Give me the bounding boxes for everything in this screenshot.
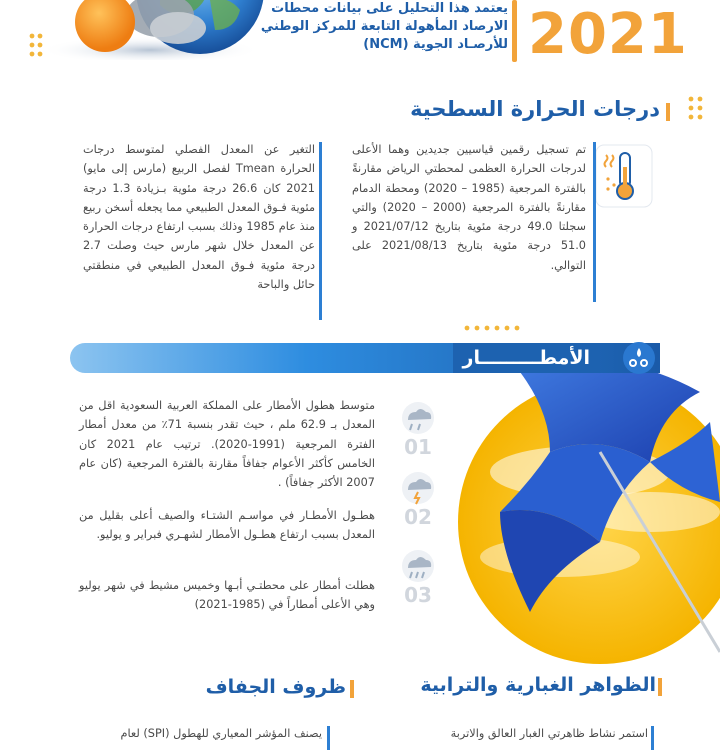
badge-number-03: 03 <box>404 583 432 607</box>
umbrella-sun-illustration <box>400 352 720 672</box>
header-line-2: الارصاد المأهولة التابعة للمركز الوطني <box>260 19 508 34</box>
dust-text: استمر نشاط ظاهرتي الغبار العالق والاتربة <box>450 727 648 740</box>
column-rule <box>651 726 654 750</box>
badge-number-01: 01 <box>404 435 432 459</box>
rain-badge-02 <box>398 470 438 530</box>
dust-phenomena-title: الظواهر الغبارية والترابية <box>420 674 656 696</box>
section-marker <box>350 680 354 698</box>
temperature-records-text: تم تسجيل رقمين قياسيين جديدين وهما الأعلى لدرجات الحرارة العظمى لمحطتي الرياض مقارنةً بالفترة المرجعية (1985 – 2020) ومحطة الدمام مقارنةً بالفترة المرجعية (2000 – 2020) والتي سجلتا 49.0 درجة مئوية بتاريخ 2021/07/12 و 51.0 درجة مئوية بتاريخ 2021/08/13 على التوالي. <box>352 143 586 272</box>
drought-title: ظروف الجفاف <box>205 676 346 698</box>
decor-dots <box>462 322 524 334</box>
spring-temperature-change-text: التغير عن المعدل الفصلي لمتوسط درجات الحرارة Tmean لفصل الربيع (مارس إلى مايو) 2021 كان 26.6 درجة مئوية بـزيادة 1.3 درجة مئوية فـوق المعدل الطبيعي مما يجعله أسخن ربيع منذ عام 1985 وذلك بسبب ارتفاع درجات الحرارة عن المعدل خلال شهر مارس حيث وصلت 2.7 درجة مئوية فـوق المعدل الطبيعي في منطقتي حائل والباحة <box>83 143 316 292</box>
rain-badge-03 <box>398 548 438 608</box>
badge-number-02: 02 <box>404 505 432 529</box>
rain-title: الأمطـــــــــار <box>453 343 600 373</box>
rain-paragraph-2: هطـول الأمطـار في مواسـم الشتـاء والصيف أعلى بقليل من المعدل بسبب ارتفاع هطـول الأمطار لشهـري فبراير و يوليو. <box>79 509 375 542</box>
rain-badge-01 <box>398 400 438 460</box>
decor-dots <box>28 32 50 62</box>
raindrops-icon <box>622 341 656 375</box>
section-marker <box>658 678 662 696</box>
surface-temp-title: درجات الحرارة السطحية <box>410 97 660 121</box>
header-line-3: للأرصـاد الجوية (NCM) <box>363 37 508 52</box>
column-rule <box>593 142 596 302</box>
column-rule <box>319 142 322 320</box>
report-year: 2021 <box>528 2 688 67</box>
rain-paragraph-1: متوسط هطول الأمطار على المملكة العربية السعودية اقل من المعدل بـ 62.9 ملم ، حيث تقدر بنسبة 71٪ من معدل أمطار الفترة المرجعية (1991-2020). ترتيب عام 2021 كان الخامس كأكثر الأعوام جفافاً مقارنة بالفترة المرجعية (كان عام 2007 الأكثر جفافاً) . <box>79 399 376 490</box>
rain-paragraph-3: هطلت أمطار على محطتـي أبـها وخميس مشيط في شهر يوليو وهي الأعلى أمطاراً في (1985-2021) <box>79 579 375 612</box>
decor-dots <box>686 94 710 126</box>
drought-text: يصنف المؤشر المعياري للهطول (SPI) لعام <box>120 727 322 740</box>
header-line-1: يعتمد هذا التحليل على بيانات محطات <box>271 1 508 16</box>
section-marker <box>666 103 670 121</box>
year-divider <box>512 0 517 62</box>
column-rule <box>327 726 330 750</box>
header-description <box>228 0 508 54</box>
thermometer-icon <box>594 143 654 209</box>
